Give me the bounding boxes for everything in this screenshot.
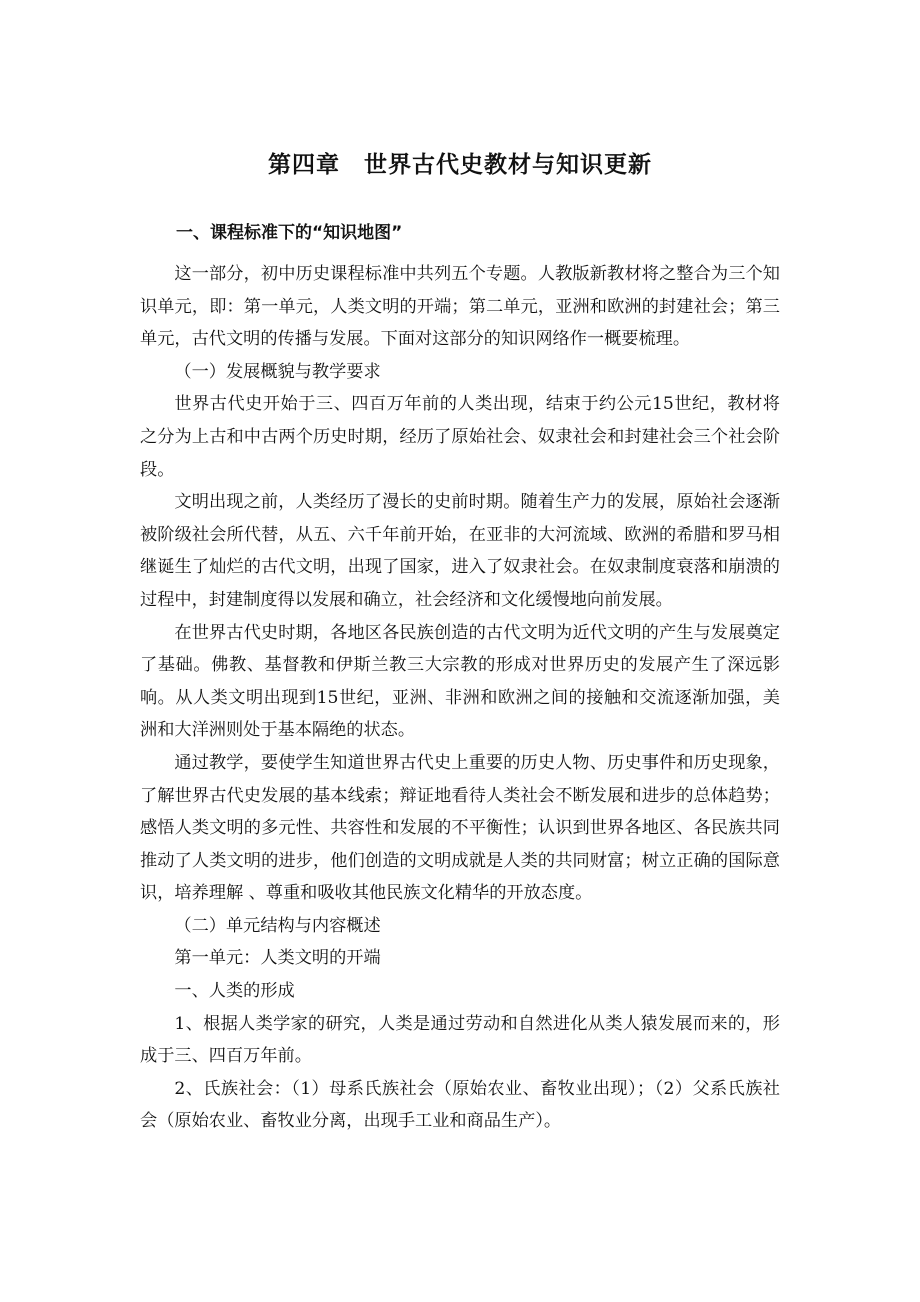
topic-human-formation: 一、人类的形成	[174, 981, 295, 1002]
paragraph-religions: 在世界古代史时期，各地区各民族创造的古代文明为近代文明的产生与发展奠定了基础。佛教、基督教和伊斯兰教三大宗教的形成对世界历史的发展产生了深远影响。从人类文明出现到15世纪，亚洲、非洲和欧洲之间的接触和交流逐渐加强，美洲和大洋洲则处于基本隔绝的状态。	[140, 622, 780, 741]
paragraph-intro: 这一部分，初中历史课程标准中共列五个专题。人教版新教材将之整合为三个知识单元，即：第一单元，人类文明的开端；第二单元，亚洲和欧洲的封建社会；第三单元，古代文明的传播与发展。下面对这部分的知识网络作一概要梳理。	[140, 264, 780, 350]
section-heading: 一、课程标准下的“知识地图”	[176, 223, 403, 243]
list-item-2: 2、氏族社会：（1）母系氏族社会（原始农业、畜牧业出现）；（2）父系氏族社会（原始农业、畜牧业分离，出现手工业和商品生产）。	[140, 1078, 780, 1132]
paragraph-civilization: 文明出现之前，人类经历了漫长的史前时期。随着生产力的发展，原始社会逐渐被阶级社会所代替，从五、六千年前开始，在亚非的大河流域、欧洲的希腊和罗马相继诞生了灿烂的古代文明，出现了国家，进入了奴隶社会。在奴隶制度衰落和崩溃的过程中，封建制度得以发展和确立，社会经济和文化缓慢地向前发展。	[140, 492, 780, 610]
subheading-unit-structure: （二）单元结构与内容概述	[174, 915, 381, 936]
body-text	[140, 258, 780, 1138]
unit-one-heading: 第一单元：人类文明的开端	[174, 948, 381, 969]
subheading-development: （一）发展概貌与教学要求	[174, 361, 381, 382]
chapter-title: 第四章 世界古代史教材与知识更新	[268, 152, 652, 178]
paragraph-overview: 世界古代史开始于三、四百万年前的人类出现，结束于约公元15世纪，教材将之分为上古和中古两个历史时期，经历了原始社会、奴隶社会和封建社会三个社会阶段。	[140, 394, 780, 480]
list-item-1: 1、根据人类学家的研究，人类是通过劳动和自然进化从类人猿发展而来的，形成于三、四百万年前。	[140, 1013, 780, 1067]
paragraph-teaching-goals: 通过教学，要使学生知道世界古代史上重要的历史人物、历史事件和历史现象，了解世界古代史发展的基本线索；辩证地看待人类社会不断发展和进步的总体趋势；感悟人类文明的多元性、共容性和发展的不平衡性；认识到世界各地区、各民族共同推动了人类文明的进步，他们创造的文明成就是人类的共同财富；树立正确的国际意识，培养理解 、尊重和吸收其他民族文化精华的开放态度。	[140, 752, 780, 904]
